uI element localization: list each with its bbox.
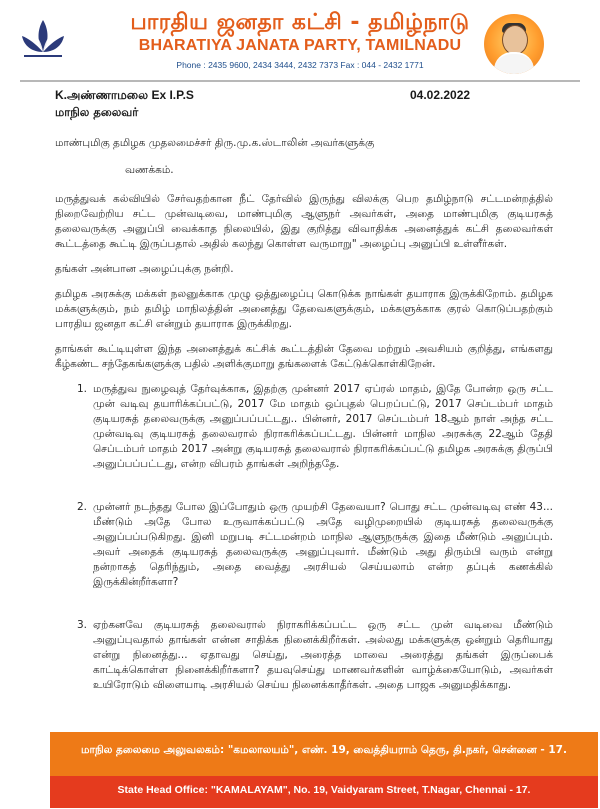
question-item-1 <box>55 382 553 472</box>
sender-title: மாநில தலைவர் <box>55 105 139 119</box>
contact-numbers: Phone : 2435 9600, 2434 3444, 2432 7373 Fax : 044 - 2432 1771 <box>176 60 424 70</box>
question-text: முன்னர் நடந்தது போல இப்போதும் ஒரு முயற்சி தேவையா? பொது சட்ட முன்வடிவு எண் 43... மீண்டும் அதே போல உருவாக்கப்பட்டு அதே வழிமுறையில் குடியரசுத் தலைவருக்கு அனுப்பப்படுகிறது. இனி மறுபடி சட்டமன்றம் மாநில ஆளுநருக்கு இதை மீண்டும் அனுப்பும். அவர் அதைக் குடியரசுத் தலைவருக்கு அனுப்புவார். மீண்டும் அது திரும்பி வரும் என்று நன்றாகத் தெரிந்தும், அதை வைத்து அரசியல் செய்யலாம் என்ற தப்புக் கணக்கில் இருக்கின்றீர்களா? <box>93 501 553 588</box>
letter-body <box>55 136 553 721</box>
portrait-shirt <box>494 52 534 74</box>
letterhead-footer <box>50 732 598 808</box>
lotus-icon <box>14 14 72 72</box>
bjp-lotus-logo <box>14 14 72 72</box>
question-number: 1. <box>77 383 88 395</box>
question-text: மருத்துவ நுழைவுத் தேர்வுக்காக, இதற்கு முன்னர் 2017 ஏப்ரல் மாதம், இதே போன்ற ஒரு சட்ட முன் வடிவு தயாரிக்கப்பட்டு, 2017 மே மாதம் ஒப்புதல் பெறப்பட்டு, 2017 செப்டம்பர் மாதம் குடியரசுத் தலைவருக்கு அனுப்பப்பட்டது.. பின்னர், 2017 செப்டம்பர் 18ஆம் நாள் அந்த சட்ட முன்வடிவு குடியரசுத் தலைவரால் நிராகரிக்கப்பட்டது. பின்னர் மாநில அரசுக்கு 22ஆம் தேதி செப்டம்பர் மாதம் 2017 அன்று குடியரசுத் தலைவரால் நிராகரிக்கப்பட்டு தமிழக அரசுக்கு திருப்பி அனுப்பப்பட்டது, என்ற விபரம் தாங்கள் அறிந்ததே. <box>93 383 553 470</box>
party-name-tamil: பாரதிய ஜனதா கட்சி - தமிழ்நாடு <box>130 10 470 35</box>
leader-portrait-emblem <box>484 14 544 74</box>
footer-address-tamil: மாநில தலைமை அலுவலகம்: "கமலாலயம்", எண். 19, வைத்தியராம் தெரு, தி.நகர், சென்னை - 17. <box>81 744 567 756</box>
paragraph-1: மருத்துவக் கல்வியில் சேர்வதற்கான நீட் தேர்வில் இருந்து விலக்கு பெற தமிழ்நாடு சட்டமன்றத்தில் நிறைவேற்றிய சட்ட முன்வடிவை, மாண்புமிகு ஆளுநர் அவர்கள், அதை மாண்புமிகு குடியரசுத் தலைவருக்கு அனுப்பி வைக்காத நிலையில், இது குறித்து விவாதிக்க அனைத்துக் கட்சி தலைவர்கள் கூட்டத்தை கூட்டி இருப்பதால் அதில் கலந்து கொள்ள வருமாறு" அழைப்பு அனுப்பி உள்ளீர்கள். <box>55 193 553 250</box>
question-item-2 <box>55 500 553 590</box>
paragraph-4: தாங்கள் கூட்டியுள்ள இந்த அனைத்துக் கட்சிக் கூட்டத்தின் தேவை மற்றும் அவசியம் குறித்து, எங்களது கீழ்கண்ட சந்தேகங்களுக்கு பதில் அளிக்குமாறு தங்களைக் கேட்டுக்கொள்கிறேன். <box>55 343 553 370</box>
paragraph-2: தங்கள் அன்பான அழைப்புக்கு நன்றி. <box>55 263 234 275</box>
sender-name: K.அண்ணாமலை Ex I.P.S <box>55 88 194 102</box>
question-text: ஏற்கனவே குடியரசுத் தலைவரால் நிராகரிக்கப்பட்ட ஒரு சட்ட முன் வடிவை மீண்டும் அனுப்புவதால் தாங்கள் என்ன சாதிக்க நினைக்கிறீர்கள். அல்லது மக்களுக்கு ஒன்றும் தெரியாது என்று நினைத்து... ஏதாவது செய்து, அரைத்த மாவை அரைத்து தங்கள் இருப்பைக் காட்டிக்கொள்ள நினைக்கிறீர்களா? தயவுசெய்து மாணவர்களின் வாழ்க்கையோடும், அவர்கள் உயிரோடும் விளையாடி அரசியல் செய்ய நினைக்காதீர்கள். அதை பாஜக அனுமதிக்காது. <box>93 619 553 691</box>
question-number: 2. <box>77 501 88 513</box>
footer-address-english: State Head Office: "KAMALAYAM", No. 19, Vaidyaram Street, T.Nagar, Chennai - 17. <box>117 784 531 796</box>
party-name-english: BHARATIYA JANATA PARTY, TAMILNADU <box>138 37 462 54</box>
header-divider <box>20 80 580 82</box>
letterhead <box>0 0 600 80</box>
paragraph-3: தமிழக அரசுக்கு மக்கள் நலனுக்காக முழு ஒத்துழைப்பு கொடுக்க நாங்கள் தயாராக இருக்கிறோம். தமிழக மக்களுக்கும், நம் தமிழ் மாநிலத்தின் அனைத்து தேவைகளுக்கும், மக்களுக்காக குரல் கொடுப்பதற்கும் பாரதிய ஜனதா கட்சி என்றும் தயாராக இருக்கிறது. <box>55 288 553 330</box>
question-list <box>55 382 553 693</box>
question-number: 3. <box>77 619 88 631</box>
portrait-face <box>502 25 528 55</box>
question-item-3 <box>55 618 553 693</box>
letter-date: 04.02.2022 <box>410 88 471 102</box>
addressee: மாண்புமிகு தமிழக முதலமைச்சர் திரு.மு.க.ஸ்டாலின் அவர்களுக்கு <box>55 137 375 149</box>
greeting: வணக்கம். <box>125 164 174 176</box>
